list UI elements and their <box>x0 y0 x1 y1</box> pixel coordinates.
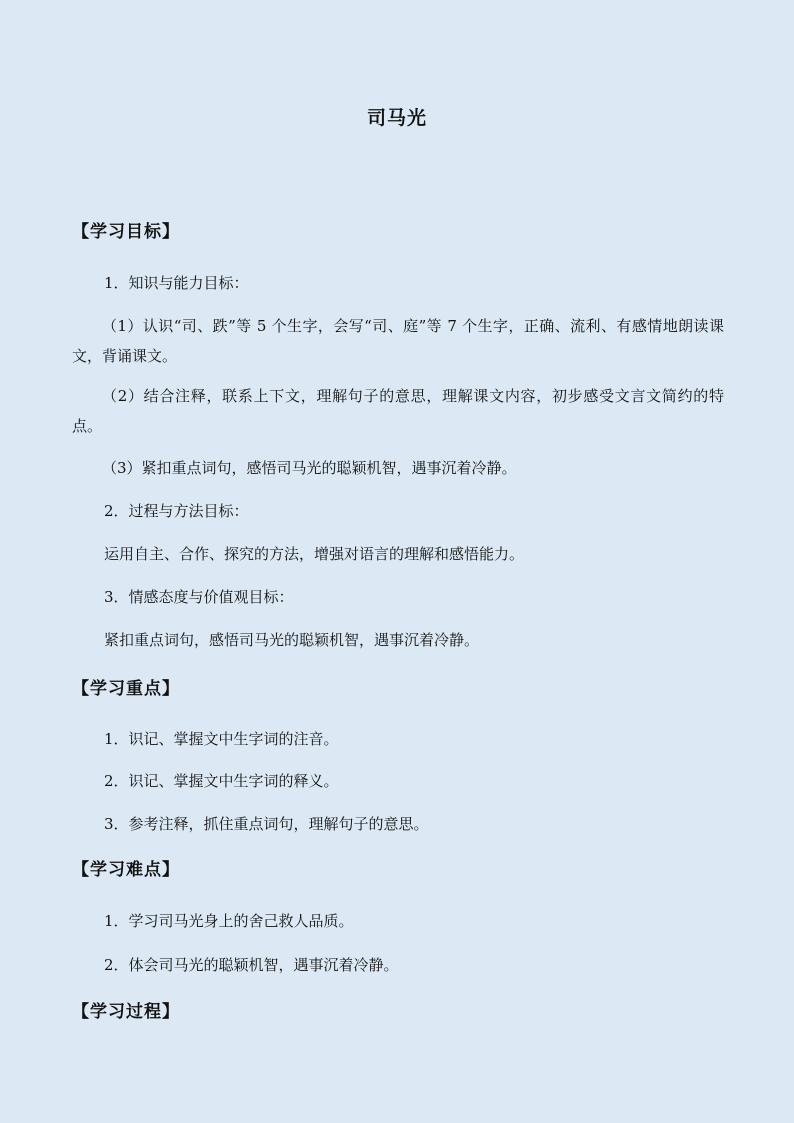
section-heading-difficulties: 【学习难点】 <box>72 860 180 880</box>
key-point-item: 1．识记、掌握文中生字词的注音。 <box>104 730 339 748</box>
section-heading-objectives: 【学习目标】 <box>72 222 180 242</box>
objective-item-3-text: 紧扣重点词句，感悟司马光的聪颖机智，遇事沉着冷静。 <box>104 631 480 649</box>
objective-sub-1: （1）认识“司、跌”等 5 个生字，会写“司、庭”等 7 个生字，正确、流利、有感情地朗读课文，背诵课文。 <box>72 317 724 365</box>
section-heading-key-points: 【学习重点】 <box>72 679 180 699</box>
objective-item-3: 3．情感态度与价值观目标： <box>104 588 294 606</box>
key-point-item: 2．识记、掌握文中生字词的释义。 <box>104 772 339 790</box>
objective-sub-2: （2）结合注释，联系上下文，理解句子的意思，理解课文内容，初步感受文言文简约的特点。 <box>72 387 724 435</box>
section-heading-process: 【学习过程】 <box>72 1002 180 1022</box>
key-point-item: 3．参考注释，抓住重点词句，理解句子的意思。 <box>104 815 429 833</box>
objective-item-1: 1．知识与能力目标： <box>104 274 249 292</box>
document-title: 司马光 <box>366 107 427 129</box>
difficulty-item: 1．学习司马光身上的舍己救人品质。 <box>104 912 354 930</box>
objective-sub-3: （3）紧扣重点词句，感悟司马光的聪颖机智，遇事沉着冷静。 <box>102 459 517 477</box>
difficulty-item: 2．体会司马光的聪颖机智，遇事沉着冷静。 <box>104 956 399 974</box>
objective-item-2-text: 运用自主、合作、探究的方法，增强对语言的理解和感悟能力。 <box>104 545 525 563</box>
objective-item-2: 2．过程与方法目标： <box>104 502 249 520</box>
